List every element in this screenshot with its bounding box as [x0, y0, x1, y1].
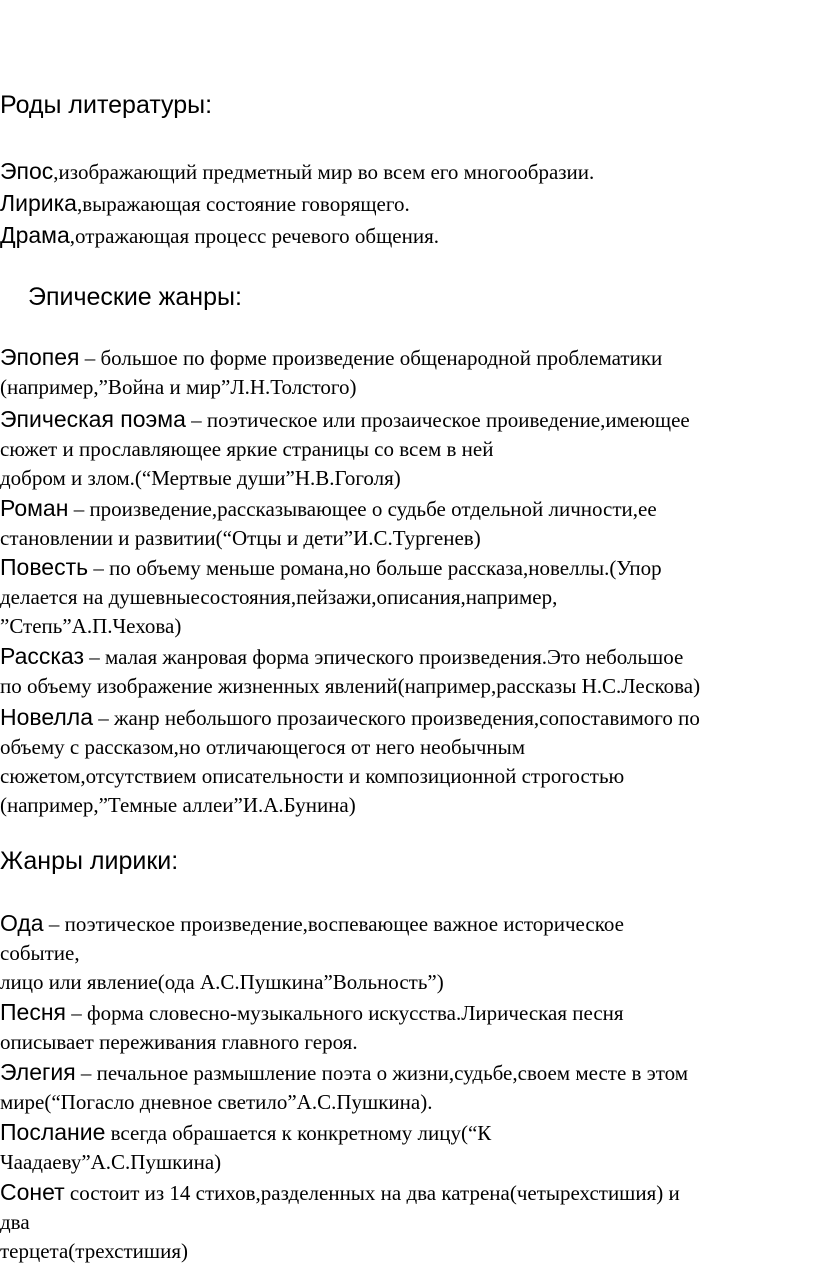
entry-text: большое по форме произведение общенародной проблематики — [100, 346, 663, 370]
entry-text: произведение,рассказывающее о судьбе отдельной личности,ее — [89, 497, 657, 521]
entry-term: Новелла — [0, 704, 94, 730]
entry-line: Чаадаеву”А.С.Пушкина) — [0, 1150, 222, 1174]
heading-lyric-genres: Жанры лирики: — [0, 847, 179, 875]
entry-term: Роман — [0, 495, 69, 521]
heading-epic-genres: Эпические жанры: — [28, 283, 242, 311]
entry-separator: – — [43, 912, 65, 936]
entry-line — [0, 642, 816, 672]
kind-entry-epos — [0, 157, 816, 187]
entry-separator: – — [79, 346, 101, 370]
epic-entry-epic-poem — [0, 405, 816, 493]
entry-text: изображающий предметный мир во всем его многообразии. — [58, 160, 595, 184]
entry-line: два — [0, 1210, 30, 1234]
entry-line — [0, 221, 816, 251]
kind-entry-lyrics — [0, 189, 816, 219]
entry-line: (например,”Темные аллеи”И.А.Бунина) — [0, 793, 356, 817]
epic-entry-novella — [0, 553, 816, 641]
epic-entry-novel — [0, 494, 816, 553]
entry-term: Лирика — [0, 190, 77, 216]
entry-text: всегда обрашается к конкретному лицу(“К — [110, 1121, 492, 1145]
entry-line — [0, 998, 816, 1028]
entry-line — [0, 405, 816, 435]
entry-text: жанр небольшого прозаического произведения,сопоставимого по — [114, 706, 700, 730]
entry-text: отражающая процесс речевого общения. — [75, 224, 439, 248]
entry-separator: – — [65, 1001, 87, 1025]
entry-line — [0, 343, 816, 373]
entry-line — [0, 189, 816, 219]
epic-entry-short-novel — [0, 703, 816, 820]
entry-line — [0, 909, 816, 939]
entry-text: состоит из 14 стихов,разделенных на два катрена(четырехстишия) и — [69, 1181, 680, 1205]
entry-line — [0, 703, 816, 733]
entry-term: Эпос — [0, 158, 54, 184]
entry-line — [0, 157, 816, 187]
entry-separator: – — [185, 408, 207, 432]
lyric-entry-sonnet — [0, 1178, 816, 1266]
entry-text: по объему меньше романа,но больше рассказа,новеллы.(Упор — [109, 556, 662, 580]
entry-line: терцета(трехстишия) — [0, 1239, 188, 1263]
entry-line: событие, — [0, 941, 80, 965]
entry-text: малая жанровая форма эпического произведения.Это небольшое — [105, 645, 684, 669]
entry-separator: – — [93, 706, 115, 730]
entry-text: поэтическое или прозаическое проиведение,имеющее — [206, 408, 690, 432]
entry-separator: , — [69, 224, 76, 248]
entry-line: по объему изображение жизненных явлений(например,рассказы Н.С.Лескова) — [0, 674, 701, 698]
entry-line: добром и злом.(“Мертвые души”Н.В.Гоголя) — [0, 466, 401, 490]
entry-separator: – — [75, 1061, 97, 1085]
entry-text: форма словесно-музыкального искусства.Лирическая песня — [86, 1001, 624, 1025]
entry-separator: , — [76, 192, 83, 216]
epic-entry-story — [0, 642, 816, 701]
entry-line: ”Степь”А.П.Чехова) — [0, 614, 182, 638]
entry-line: сюжет и прославляющее яркие страницы со всем в ней — [0, 437, 494, 461]
entry-line — [0, 553, 816, 583]
entry-separator: – — [68, 497, 90, 521]
entry-term: Сонет — [0, 1179, 65, 1205]
entry-term: Ода — [0, 910, 44, 936]
entry-text: выражающая состояние говорящего. — [82, 192, 410, 216]
entry-term: Драма — [0, 222, 70, 248]
entry-line: описывает переживания главного героя. — [0, 1030, 358, 1054]
epic-entry-epopee — [0, 343, 816, 402]
entry-text: печальное размышление поэта о жизни,судьбе,своем месте в этом — [96, 1061, 689, 1085]
lyric-entry-ode — [0, 909, 816, 997]
entry-line: (например,”Война и мир”Л.Н.Толстого) — [0, 375, 357, 399]
entry-term: Рассказ — [0, 643, 85, 669]
heading-genres-of-literature: Роды литературы: — [0, 91, 213, 119]
entry-line: лицо или явление(ода А.С.Пушкина”Вольность”) — [0, 970, 444, 994]
entry-line — [0, 494, 816, 524]
entry-line — [0, 1058, 816, 1088]
lyric-entry-song — [0, 998, 816, 1057]
entry-line: объему с рассказом,но отличающегося от него необычным — [0, 735, 526, 759]
entry-line: становлении и развитии(“Отцы и дети”И.С.Тургенев) — [0, 526, 481, 550]
entry-term: Послание — [0, 1119, 106, 1145]
entry-term: Песня — [0, 999, 66, 1025]
entry-text: поэтическое произведение,воспевающее важное историческое — [64, 912, 624, 936]
entry-separator: – — [88, 556, 110, 580]
entry-separator: , — [53, 160, 59, 184]
entry-line: делается на душевныесостояния,пейзажи,описания,например, — [0, 585, 558, 609]
entry-term: Эпическая поэма — [0, 406, 186, 432]
lyric-entry-elegy — [0, 1058, 816, 1117]
entry-line — [0, 1178, 816, 1208]
entry-line — [0, 1118, 816, 1148]
entry-separator: – — [84, 645, 106, 669]
entry-line: сюжетом,отсутствием описательности и композиционной строгостью — [0, 764, 625, 788]
entry-term: Эпопея — [0, 344, 80, 370]
entry-term: Элегия — [0, 1059, 76, 1085]
entry-line: мире(“Погасло дневное светило”А.С.Пушкина). — [0, 1090, 433, 1114]
lyric-entry-epistle — [0, 1118, 816, 1177]
entry-term: Повесть — [0, 554, 89, 580]
kind-entry-drama — [0, 221, 816, 251]
